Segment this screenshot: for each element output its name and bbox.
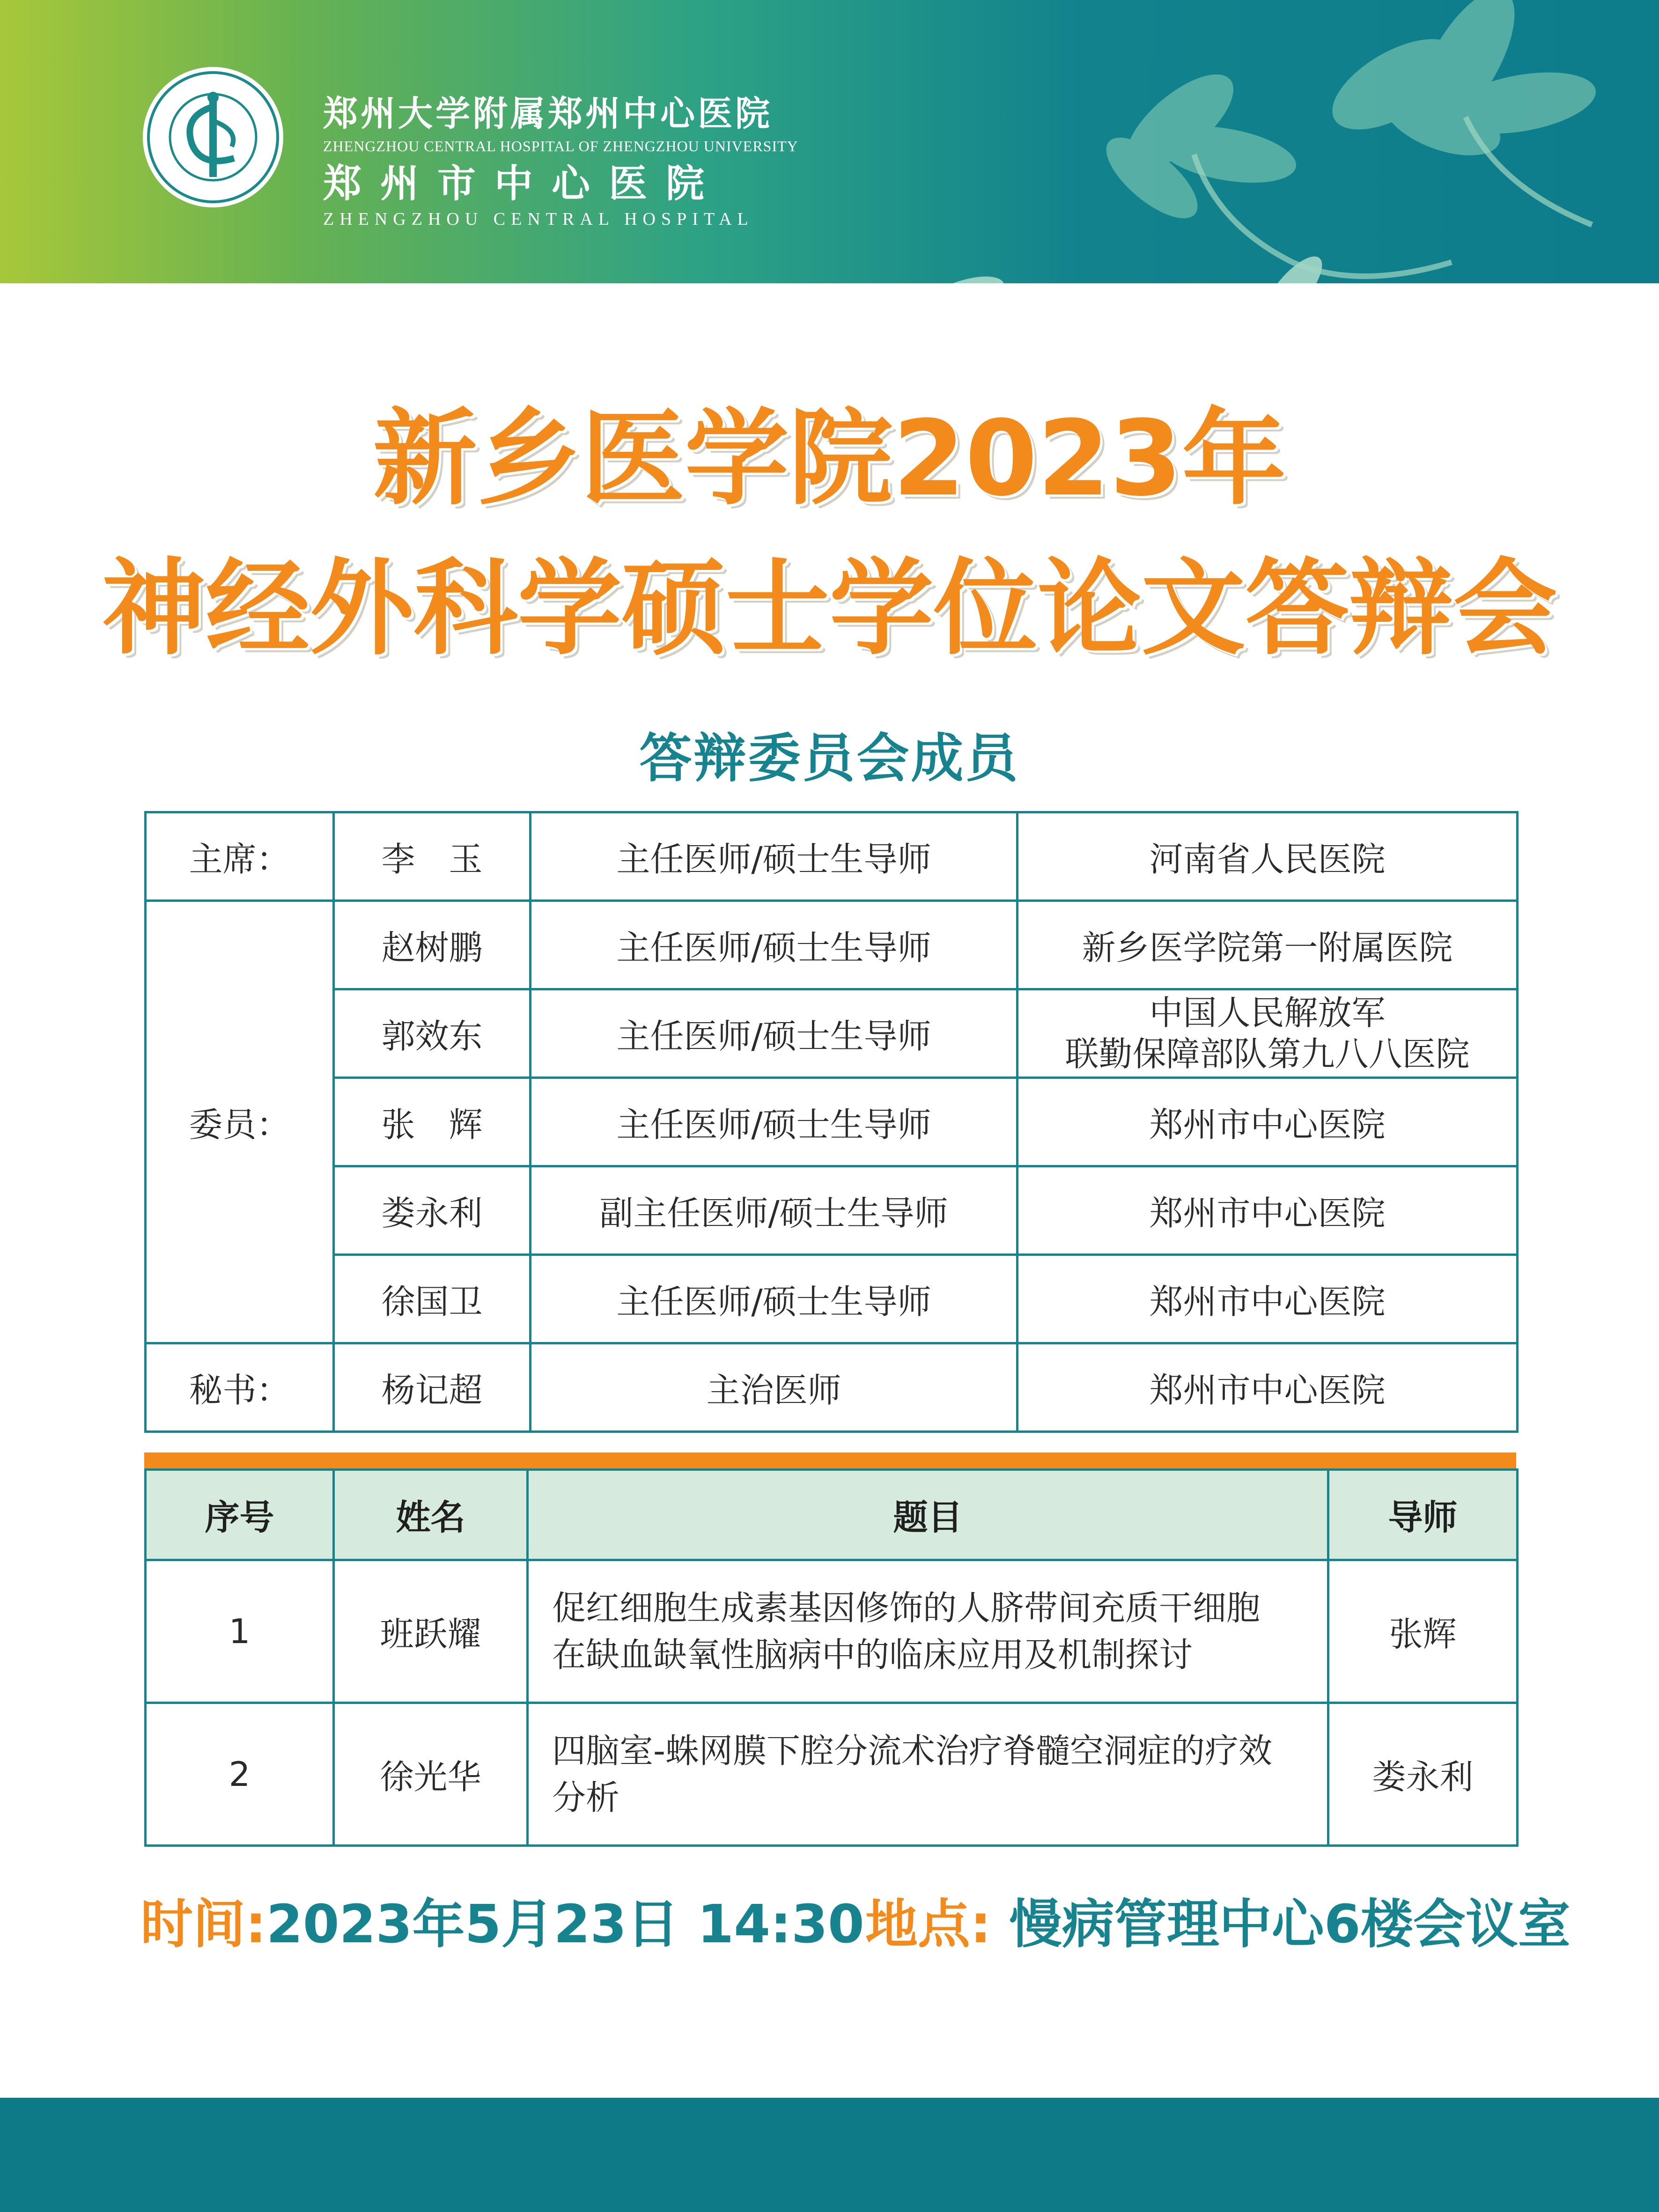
member-org: 郑州市中心医院 (1018, 1255, 1518, 1343)
member-org: 郑州市中心医院 (1018, 1166, 1518, 1255)
hospital-cn-name: 郑州市中心医院 (323, 161, 723, 206)
event-time (140, 1892, 864, 1957)
secretary-name: 杨记超 (334, 1343, 531, 1432)
table-row (146, 1703, 1518, 1846)
section-divider (144, 1453, 1516, 1468)
hospital-names (323, 93, 798, 231)
title-line-1: 新乡医学院2023年 (373, 398, 1286, 519)
secretary-label: 秘书： (146, 1343, 334, 1432)
hospital-en-name-university: ZHENGZHOU CENTRAL HOSPITAL OF ZHENGZHOU UNIVERSITY (323, 138, 798, 155)
thesis-topic-line-2: 分析 (552, 1778, 620, 1817)
thesis-table (144, 1468, 1519, 1847)
member-title: 主任医师/硕士生导师 (531, 989, 1018, 1078)
table-row (146, 1255, 1518, 1343)
secretary-title: 主治医师 (531, 1343, 1018, 1432)
thesis-topic (528, 1703, 1328, 1846)
table-header-row (146, 1470, 1518, 1560)
thesis-student: 班跃耀 (334, 1560, 528, 1703)
column-header-name: 姓名 (334, 1470, 528, 1560)
thesis-no: 1 (146, 1560, 334, 1703)
member-org-line-1: 中国人民解放军 (1149, 993, 1386, 1032)
hospital-cn-name-university: 郑州大学附属郑州中心医院 (323, 94, 773, 134)
table-row (146, 1560, 1518, 1703)
table-row (146, 1343, 1518, 1432)
member-org: 新乡医学院第一附属医院 (1018, 901, 1518, 989)
member-name: 娄永利 (334, 1166, 531, 1255)
thesis-topic (528, 1560, 1328, 1703)
member-title: 主任医师/硕士生导师 (531, 901, 1018, 989)
event-place (865, 1892, 1571, 1957)
chair-org: 河南省人民医院 (1018, 812, 1518, 901)
title-line-2: 神经外科学硕士学位论文答辩会 (102, 548, 1557, 669)
time-value: 2023年5月23日 14:30 (266, 1894, 864, 1955)
time-label: 时间: (140, 1894, 266, 1955)
members-label: 委员： (146, 901, 334, 1343)
thesis-advisor: 张辉 (1328, 1560, 1518, 1703)
table-row (146, 989, 1518, 1078)
thesis-topic-line-1: 促红细胞生成素基因修饰的人脐带间充质干细胞 (552, 1588, 1261, 1628)
member-name: 郭效东 (334, 989, 531, 1078)
column-header-topic: 题目 (528, 1470, 1328, 1560)
header-banner (0, 0, 1659, 283)
table-row (146, 901, 1518, 989)
table-row (146, 1166, 1518, 1255)
member-title: 主任医师/硕士生导师 (531, 1078, 1018, 1166)
committee-table (144, 811, 1519, 1433)
thesis-student: 徐光华 (334, 1703, 528, 1846)
thesis-no: 2 (146, 1703, 334, 1846)
member-org (1018, 989, 1518, 1078)
member-name: 张 辉 (334, 1078, 531, 1166)
table-row (146, 812, 1518, 901)
member-org-line-2: 联勤保障部队第九八八医院 (1065, 1034, 1470, 1074)
column-header-advisor: 导师 (1328, 1470, 1518, 1560)
magnolia-flower-icon (890, 0, 1659, 283)
hospital-en-name: ZHENGZHOU CENTRAL HOSPITAL (323, 209, 754, 229)
member-title: 副主任医师/硕士生导师 (531, 1166, 1018, 1255)
thesis-topic-line-2: 在缺血缺氧性脑病中的临床应用及机制探讨 (552, 1635, 1193, 1674)
member-name: 赵树鹏 (334, 901, 531, 989)
thesis-topic-line-1: 四脑室-蛛网膜下腔分流术治疗脊髓空洞症的疗效 (552, 1731, 1272, 1770)
member-org: 郑州市中心医院 (1018, 1078, 1518, 1166)
place-label: 地点: (865, 1894, 991, 1955)
secretary-org: 郑州市中心医院 (1018, 1343, 1518, 1432)
footer-bar (0, 2098, 1659, 2212)
hospital-logo-icon (140, 65, 286, 210)
page-title (0, 389, 1659, 679)
thesis-advisor: 娄永利 (1328, 1703, 1518, 1846)
chair-label: 主席： (146, 812, 334, 901)
table-row (146, 1078, 1518, 1166)
member-title: 主任医师/硕士生导师 (531, 1255, 1018, 1343)
committee-heading: 答辩委员会成员 (639, 728, 1020, 789)
chair-name: 李 玉 (334, 812, 531, 901)
column-header-no: 序号 (146, 1470, 334, 1560)
place-value: 慢病管理中心6楼会议室 (991, 1894, 1571, 1955)
member-name: 徐国卫 (334, 1255, 531, 1343)
chair-title: 主任医师/硕士生导师 (531, 812, 1018, 901)
